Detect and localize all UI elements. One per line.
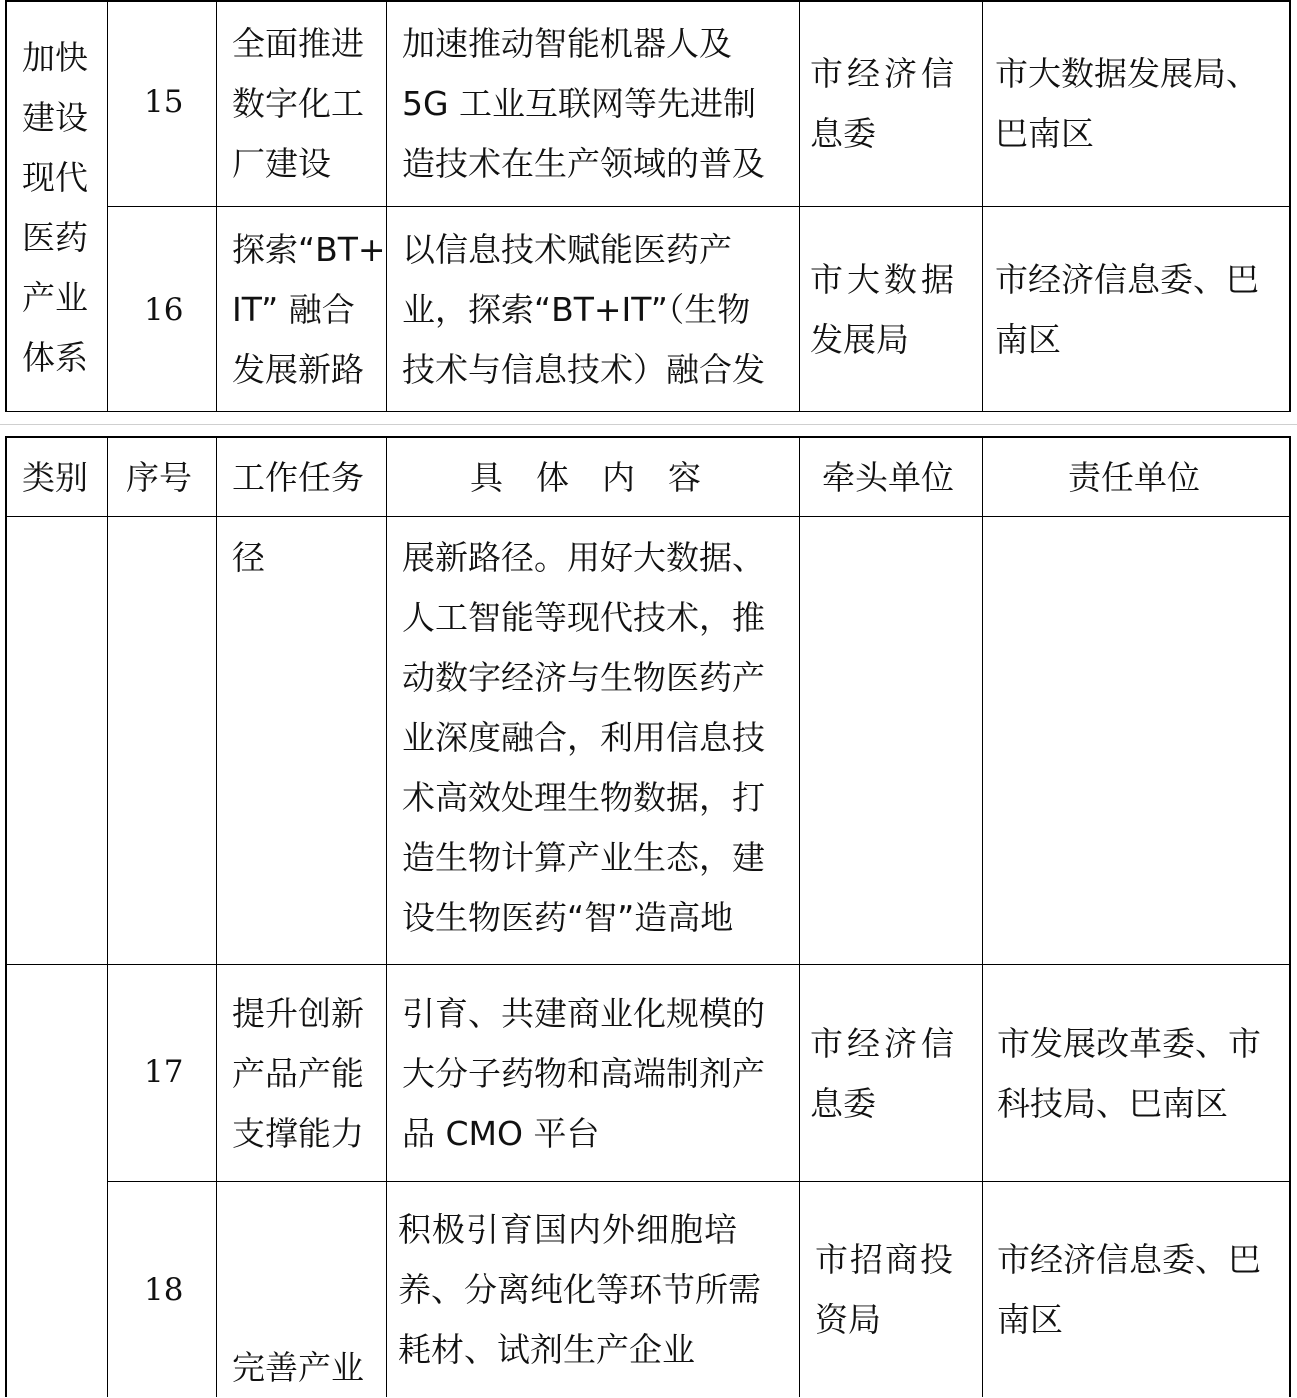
row-divider bbox=[107, 206, 1290, 207]
content-line: 5G 工业互联网等先进制 bbox=[402, 84, 757, 123]
content-line: 耗材、试剂生产企业 bbox=[398, 1330, 695, 1369]
lead-unit-line: 市经济信 bbox=[810, 54, 958, 93]
content-line: 动数字经济与生物医药产 bbox=[402, 658, 765, 697]
col-divider bbox=[982, 436, 983, 1397]
row-divider bbox=[107, 1181, 1290, 1182]
task-line: 产品产能 bbox=[232, 1054, 364, 1093]
content-line: 造技术在生产领域的普及 bbox=[402, 144, 765, 183]
table-border-left bbox=[5, 0, 7, 413]
task-line: 发展新路 bbox=[232, 350, 364, 389]
page-break-line bbox=[0, 424, 1297, 425]
task-line: 完善产业 bbox=[232, 1348, 364, 1387]
lead-unit-line: 发展局 bbox=[810, 320, 909, 359]
resp-unit-line: 市大数据发展局、 bbox=[995, 54, 1259, 93]
task-line: 厂建设 bbox=[232, 144, 331, 183]
content-line: 积极引育国内外细胞培 bbox=[398, 1210, 738, 1249]
content-line: 以信息技术赋能医药产 bbox=[402, 230, 732, 269]
content-line: 业，探索“BT+IT”（生物 bbox=[402, 290, 751, 329]
content-line: 设生物医药“智”造高地 bbox=[402, 898, 734, 937]
resp-unit-line: 南区 bbox=[995, 320, 1061, 359]
col-divider bbox=[107, 436, 108, 1397]
header-lead-unit: 牵头单位 bbox=[822, 458, 954, 497]
header-task: 工作任务 bbox=[232, 458, 364, 497]
resp-unit-line: 南区 bbox=[997, 1300, 1063, 1339]
lead-unit-line: 资局 bbox=[815, 1300, 881, 1339]
content-line: 术高效处理生物数据，打 bbox=[402, 778, 765, 817]
task-line: 数字化工 bbox=[232, 84, 364, 123]
category-line: 体系 bbox=[22, 338, 88, 377]
task-line: 全面推进 bbox=[232, 24, 364, 63]
content-line: 品 CMO 平台 bbox=[402, 1114, 600, 1153]
resp-unit-line: 市发展改革委、市 bbox=[997, 1024, 1261, 1063]
task-line: 径 bbox=[232, 538, 265, 577]
header-resp-unit: 责任单位 bbox=[1068, 458, 1200, 497]
resp-unit-line: 科技局、巴南区 bbox=[997, 1084, 1228, 1123]
table-border-top bbox=[5, 0, 1291, 2]
category-line: 医药 bbox=[22, 218, 88, 257]
content-line: 加速推动智能机器人及 bbox=[402, 24, 732, 63]
resp-unit-line: 市经济信息委、巴 bbox=[997, 1240, 1261, 1279]
row-divider bbox=[5, 964, 1291, 965]
task-line: 支撑能力 bbox=[232, 1114, 364, 1153]
resp-unit-line: 市经济信息委、巴 bbox=[995, 260, 1259, 299]
header-divider bbox=[5, 516, 1291, 517]
col-divider bbox=[386, 436, 387, 1397]
category-line: 现代 bbox=[22, 158, 88, 197]
content-line: 大分子药物和高端制剂产 bbox=[402, 1054, 765, 1093]
content-line: 技术与信息技术）融合发 bbox=[402, 350, 765, 389]
category-line: 产业 bbox=[22, 278, 88, 317]
table-border-top bbox=[5, 436, 1291, 438]
content-line: 业深度融合，利用信息技 bbox=[402, 718, 765, 757]
content-line: 人工智能等现代技术，推 bbox=[402, 598, 765, 637]
lead-unit-line: 市大数据 bbox=[810, 260, 958, 299]
col-divider bbox=[216, 436, 217, 1397]
table-border-left bbox=[5, 436, 7, 1397]
lead-unit-line: 息委 bbox=[810, 114, 876, 153]
seq-number: 15 bbox=[144, 84, 184, 120]
lead-unit-line: 市经济信 bbox=[810, 1024, 958, 1063]
header-content: 具 体 内 容 bbox=[470, 458, 701, 497]
content-line: 展新路径。用好大数据、 bbox=[402, 538, 765, 577]
content-line: 引育、共建商业化规模的 bbox=[402, 994, 765, 1033]
seq-number: 16 bbox=[144, 292, 184, 328]
content-line: 养、分离纯化等环节所需 bbox=[398, 1270, 761, 1309]
table-border-right bbox=[1289, 436, 1291, 1397]
task-line: IT” 融合 bbox=[232, 290, 355, 329]
content-line: 造生物计算产业生态，建 bbox=[402, 838, 765, 877]
category-line: 加快 bbox=[22, 38, 88, 77]
lead-unit-line: 市招商投 bbox=[815, 1240, 955, 1279]
task-line: 探索“BT+ bbox=[232, 230, 386, 269]
lead-unit-line: 息委 bbox=[810, 1084, 876, 1123]
resp-unit-line: 巴南区 bbox=[995, 114, 1094, 153]
col-divider bbox=[799, 436, 800, 1397]
seq-number: 18 bbox=[144, 1272, 184, 1308]
seq-number: 17 bbox=[144, 1054, 184, 1090]
header-category: 类别 bbox=[22, 458, 88, 497]
task-line: 提升创新 bbox=[232, 994, 364, 1033]
header-seq: 序号 bbox=[126, 458, 192, 497]
category-line: 建设 bbox=[22, 98, 88, 137]
